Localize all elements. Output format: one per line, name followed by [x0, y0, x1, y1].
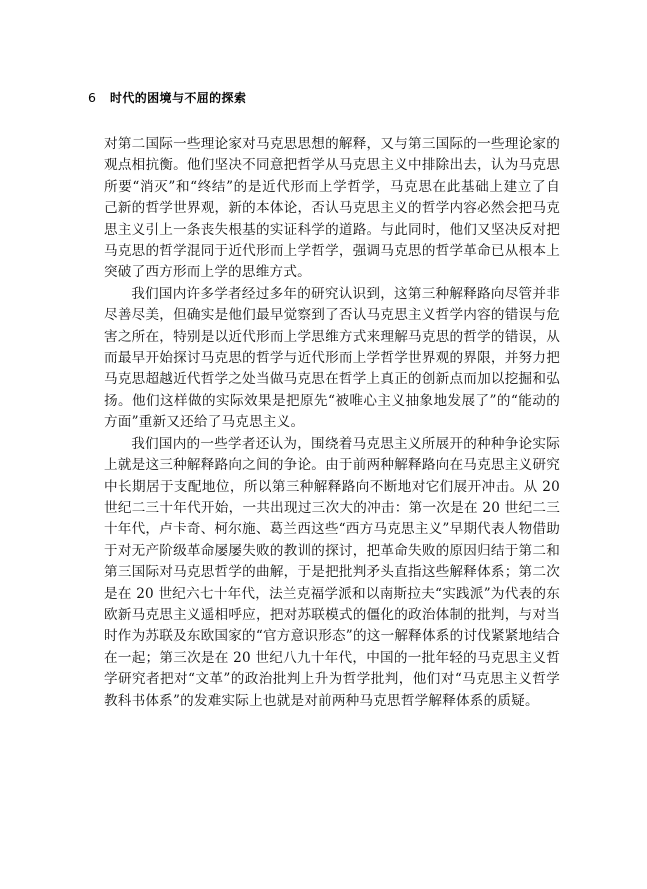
running-title: 时代的困境与不屈的探索	[109, 91, 247, 105]
paragraph-continuation: 对第二国际一些理论家对马克思思想的解释，又与第三国际的一些理论家的观点相抗衡。他们坚决不同意把哲学从马克思主义中排除出去，认为马克思所要“消灭”和“终结”的是近代形而上学哲学，马克思在此基础上建立了自己新的哲学世界观，新的本体论，否认马克思主义的哲学内容必然会把马克思主义引上一条丧失根基的实证科学的道路。与此同时，他们又坚决反对把马克思的哲学混同于近代形而上学哲学，强调马克思的哲学革命已从根本上突破了西方形而上学的思维方式。	[104, 136, 560, 281]
paragraph: 我们国内许多学者经过多年的研究认识到，这第三种解释路向尽管并非尽善尽美，但确实是他们最早觉察到了否认马克思主义哲学内容的错误与危害之所在，特别是以近代形而上学思维方式来理解马克思的哲学的错误，从而最早开始探讨马克思的哲学与近代形而上学哲学世界观的界限，并努力把马克思超越近代哲学之处当做马克思在哲学上真正的创新点而加以挖掘和弘扬。他们这样做的实际效果是把原先“被唯心主义抽象地发展了”的“能动的方面”重新又还给了马克思主义。	[104, 285, 560, 431]
page-number: 6	[88, 90, 96, 105]
page-header	[88, 89, 246, 107]
body-text	[104, 134, 560, 712]
paragraph: 我们国内的一些学者还认为，围绕着马克思主义所展开的种种争论实际上就是这三种解释路向之间的争论。由于前两种解释路向在马克思主义研究中长期居于支配地位，所以第三种解释路向不断地对它们展开冲击。从 20 世纪二三十年代开始，一共出现过三次大的冲击：第一次是在 20 世纪二三十年代，卢卡奇、柯尔施、葛兰西这些“西方马克思主义”早期代表人物借助于对无产阶级革命屡屡失败的教训的探讨，把革命失败的原因归结于第二和第三国际对马克思哲学的曲解，于是把批判矛头直指这些解释体系；第二次是在 20 世纪六七十年代，法兰克福学派和以南斯拉夫“实践派”为代表的东欧新马克思主义遥相呼应，把对苏联模式的僵化的政治体制的批判，与对当时作为苏联及东欧国家的“官方意识形态”的这一解释体系的讨伐紧紧地结合在一起；第三次是在 20 世纪八九十年代，中国的一批年轻的马克思主义哲学研究者把对“文革”的政治批判上升为哲学批判，他们对“马克思主义哲学教科书体系”的发难实际上也就是对前两种马克思哲学解释体系的质疑。	[104, 435, 560, 709]
